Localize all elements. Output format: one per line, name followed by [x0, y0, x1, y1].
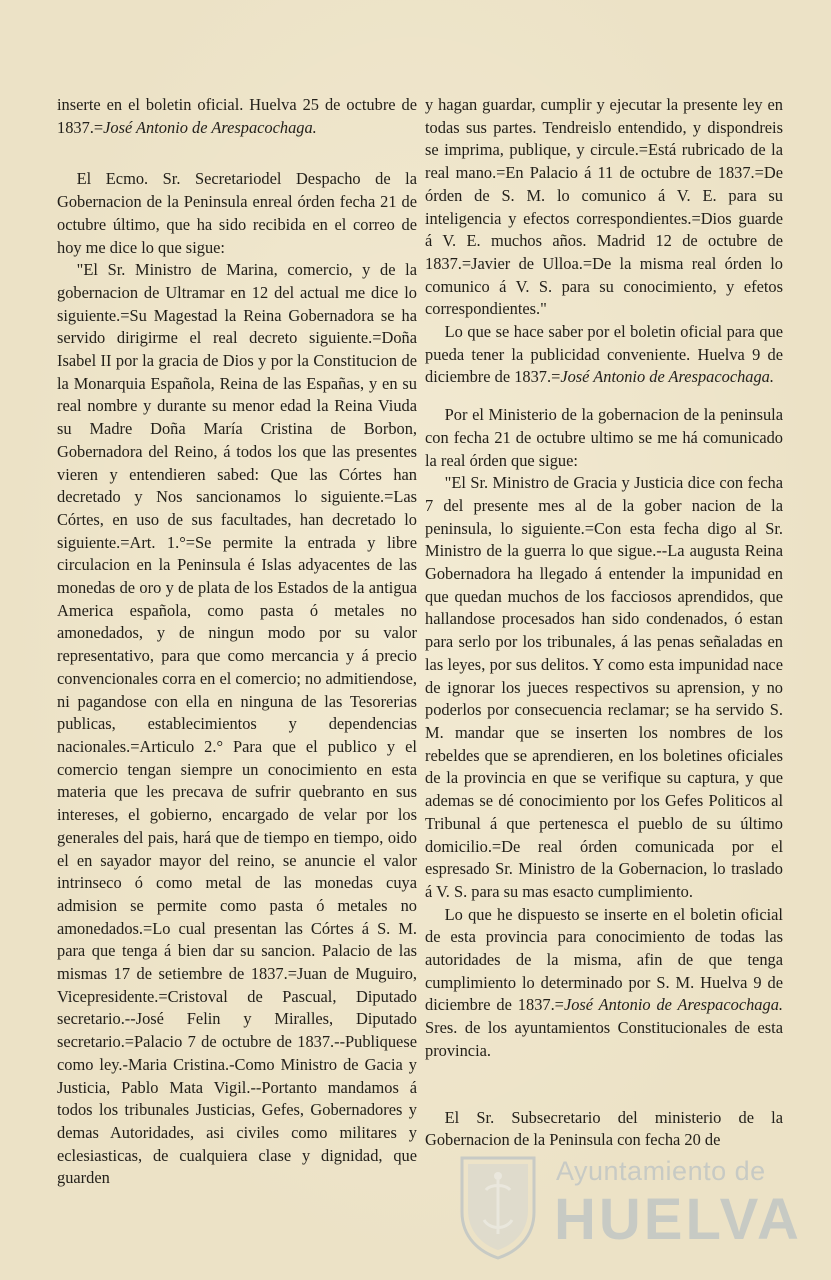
paragraph-ministry-order: Por el Ministerio de la gobernacion de la peninsula con fecha 21 de octubre ultimo se me há comunicado la real órden que sigue:	[425, 405, 783, 470]
notice-tail: Sres. de los ayuntamientos Constitucionales de esta provincia.	[425, 1018, 783, 1060]
watermark-line-1: Ayuntamiento de	[556, 1156, 766, 1186]
watermark	[456, 1150, 802, 1268]
paragraph-decree-continuation: y hagan guardar, cumplir y ejecutar la presente ley en todas sus partes. Tendreislo entendido, y dispondreis se imprima, publique, y circule.=Está rubricado de la real mano.=En Palacio á 11 de octubre de 1837.=De órden de S. M. lo comunico á V. E. para su inteligencia y efectos correspondientes.=Dios guarde á V. E. muchos años. Madrid 12 de octubre de 1837.=Javier de Ulloa.=De la misma real órden lo comunico á V. S. para su conocimiento, y efetos correspondientes."	[425, 95, 783, 319]
signature: José Antonio de Arespacochaga.	[560, 367, 774, 387]
closing-paragraph-1	[57, 94, 417, 139]
watermark-line-2: HUELVA	[554, 1187, 802, 1252]
notice-text: Lo que he dispuesto se inserte en el boletin oficial de esta provincia para conocimiento de todas las autoridades de la misma, afin de que tenga cumplimiento lo determinado por S. M. Huelva 9 de diciembre de 1837.=	[425, 904, 783, 1015]
paragraph-justice-order: "El Sr. Ministro de Gracia y Justicia dice con fecha 7 del presente mes al de la gober nacion de la peninsula, lo siguiente.=Con esta fecha digo al Sr. Ministro de la guerra lo que sigue.--La augusta Reina Gobernadora ha llegado á entender la impunidad en que quedan muchos de los facciosos aprendidos, que hallandose procesados han sido condenados, ó estan para serlo por los tribunales, á las penas señaladas en las leyes, por sus delitos. Y como esta impunidad nace de ignorar los jueces respectivos su aprension, y no poderlos por consecuencia reclamar; se ha servido S. M. mandar que se inserten los nombres de los rebeldes que se aprendieren, en los boletines oficiales de la provincia en que se verifique su captura, y que ademas se dé conocimiento por los Gefes Politicos al Tribunal á que pertenesca el pueblo de su último domicilio.=De real órden comunicada por el espresado Sr. Ministro de la Gobernacion, lo traslado á V. S. para su mas esacto cumplimiento.	[425, 473, 783, 901]
paragraph-publication-notice	[425, 321, 783, 389]
coat-of-arms-icon	[456, 1150, 540, 1262]
signature: José Antonio de Arespacochaga.	[103, 117, 317, 137]
right-column	[425, 94, 783, 1152]
paragraph-decree-intro: El Ecmo. Sr. Secretariodel Despacho de la Gobernacion de la Peninsula enreal órden fecha 21 de octubre último, que ha sido recibida en el correo de hoy me dice lo que sigue:	[57, 169, 417, 257]
signature: José Antonio de Arespacochaga.	[563, 995, 783, 1015]
paragraph-subsecretary: El Sr. Subsecretario del ministerio de la Gobernacion de la Peninsula con fecha 20 de	[425, 1107, 783, 1150]
closing-text: inserte en el boletin oficial. Huelva 25 de octubre de 1837.=	[57, 95, 417, 137]
paragraph-provincial-notice	[425, 904, 783, 1063]
notice-text: Lo que se hace saber por el boletin oficial para que pueda tener la publicidad conveniente. Huelva 9 de diciembre de 1837.=	[425, 322, 783, 387]
left-column	[57, 94, 417, 1190]
paragraph-decree-body: "El Sr. Ministro de Marina, comercio, y de la gobernacion de Ultramar en 12 del actual me dice lo siguiente.=Su Magestad la Reina Gobernadora se ha servido dirigirme el real decreto siguiente.=Doña Isabel II por la gracia de Dios y por la Constitucion de la Monarquia Española, Reina de las Españas, y en su real nombre y durante su menor edad la Reina Viuda su Madre Doña María Cristina de Borbon, Gobernadora del Reino, á todos los que las presentes vieren y entendieren sabed: Que las Córtes han decretado y Nos sancionamos lo siguiente.=Las Córtes, en uso de sus facultades, han decretado lo siguiente.=Art. 1.°=Se permite la entrada y libre circulacion en la Peninsula é Islas adyacentes de las monedas de oro y de plata de los Estados de la antigua America española, como pasta ó metales no amonedados, y de ningun modo por su valor representativo, para que como mercancia y á precio convencionales corra en el comercio; no admitiendose, ni pagandose con ella en ninguna de las Tesorerias publicas, establecimientos y dependencias nacionales.=Articulo 2.° Para que el publico y el comercio tengan siempre un conocimiento en esta materia que les precava de sufrir quebranto en sus intereses, el gobierno, encargado de velar por los generales del pais, hará que de tiempo en tiempo, oido el en sayador mayor del reino, se anuncie el valor intrinseco ó como metal de las monedas cuya admision se permite como pasta ó metales no amonedados.=Lo cual presentan las Córtes á S. M. para que tenga á bien dar su sancion. Palacio de las mismas 17 de setiembre de 1837.=Juan de Muguiro, Vicepresidente.=Cristoval de Pascual, Diputado secretario.--José Felin y Miralles, Diputado secretario.=Palacio 7 de octubre de 1837.--Publiquese como ley.-Maria Cristina.-Como Ministro de Gacia y Justicia, Pablo Mata Vigil.--Portanto mandamos á todos los tribunales Justicias, Gefes, Gobernadores y demas Autoridades, asi civiles como militares y eclesiasticas, de cualquiera clase y dignidad, que guarden	[57, 260, 417, 1188]
